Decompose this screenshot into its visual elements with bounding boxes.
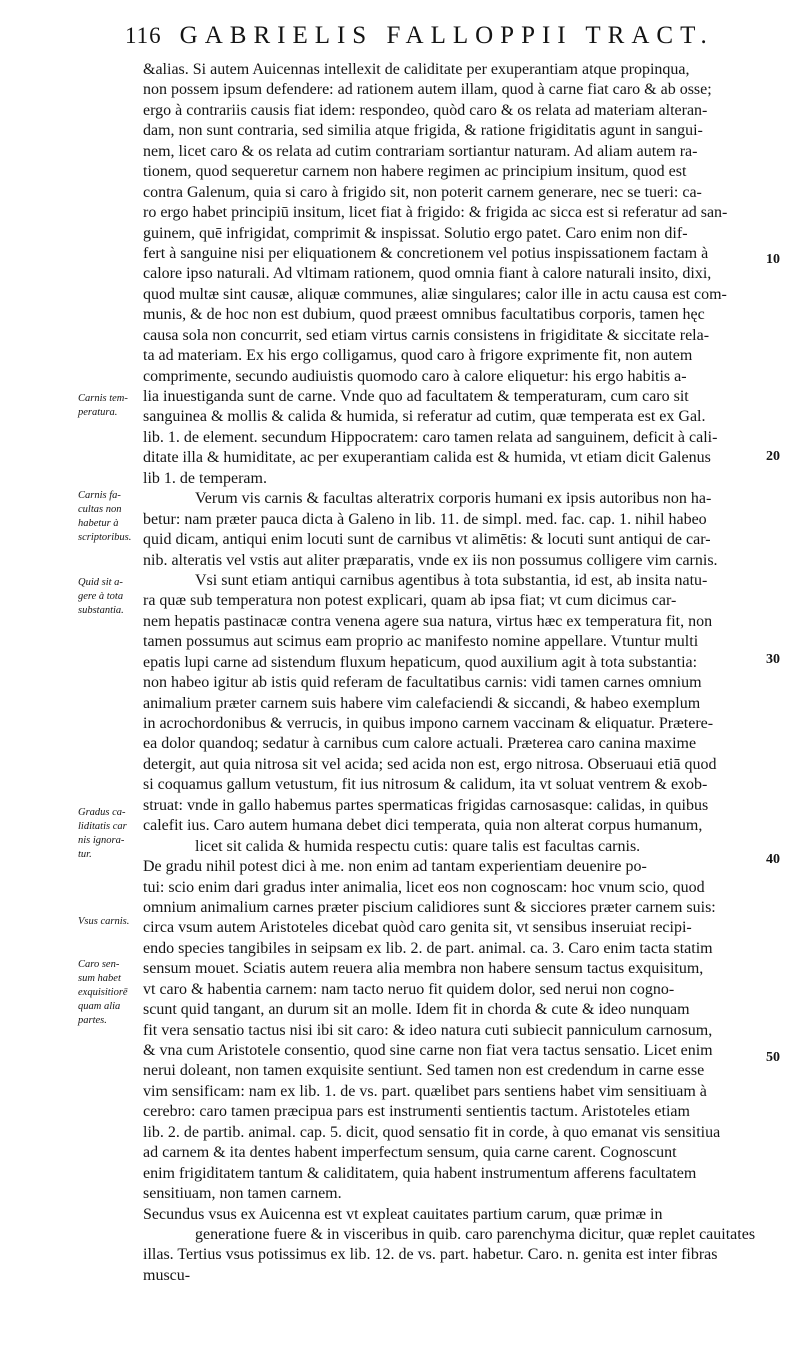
text-line: sensitiuam, non tamen carnem. <box>143 1185 342 1203</box>
text-line: muscu- <box>143 1266 191 1284</box>
text-line: nem hepatis pastinacæ contra venena agere sua natura, virtus hæc ex temperatura fit, non <box>143 612 713 630</box>
line-number: 30 <box>766 652 780 667</box>
text-line: ditate illa & humiditate, ac per exuperantiam calida est & humida, vt etiam dicit Galenus <box>143 449 711 467</box>
text-line: tui: scio enim dari gradus inter animalia, licet eos non cognoscam: hoc vnum scio, quod <box>143 878 705 896</box>
text-line: omnium animalium carnes præter piscium calidiores sunt & sicciores præter carnem suis: <box>143 898 716 916</box>
line-number: 40 <box>766 852 780 867</box>
text-line: Secundus vsus ex Auicenna est vt expleat cauitates partium carum, quæ primæ in <box>143 1205 663 1223</box>
text-line: cerebro: caro tamen præcipua pars est instrumenti sentientis tactum. Aristoteles etiam <box>143 1103 690 1121</box>
text-line: scunt quid tangant, an durum sit an molle. Idem fit in chorda & cute & ideo nunquam <box>143 1001 690 1019</box>
text-line: ta ad materiam. Ex his ergo colligamus, quod caro à frigore exprimente fit, non autem <box>143 347 693 365</box>
text-line: struat: vnde in gallo habemus partes spermaticas frigidas carnosasque: calidas, in quibus <box>143 796 709 814</box>
text-line: ea dolor quandoq; sedatur à carnibus cum calore actuali. Præterea caro canina maxime <box>143 735 697 753</box>
text-line: circa vsum autem Aristoteles dicebat quòd caro genita sit, vt sensibus inseruiat recipi- <box>143 919 692 937</box>
text-line: Vsi sunt etiam antiqui carnibus agentibus à tota substantia, id est, ab insita natu- <box>195 571 708 589</box>
text-line: dam, non sunt contraria, sed similia atque frigida, & ratione frigiditatis agunt in sangui- <box>143 122 703 140</box>
text-line: ergo à contrariis causis fiat idem: respondeo, quòd caro & os relata ad materiam alteran- <box>143 101 708 119</box>
text-line: endo species tangibiles in seipsam ex lib. 2. de part. animal. ca. 3. Caro enim tacta statim <box>143 939 713 957</box>
margin-note: Carnis tem- peratura. <box>78 393 128 418</box>
text-line: licet sit calida & humida respectu cutis: quare talis est facultas carnis. <box>195 837 641 855</box>
text-line: ro ergo habet principiū insitum, licet fiat à frigido: & frigida ac sicca est si referatur ad san- <box>143 204 728 222</box>
text-line: generatione fuere & in visceribus in quib. caro parenchyma dicitur, quæ replet cauitates <box>195 1225 756 1243</box>
text-line: lia inuestiganda sunt de carne. Vnde quo ad facultatem & temperaturam, cum caro sit <box>143 388 689 405</box>
body-text <box>143 60 758 1286</box>
text-line: in acrochordonibus & verrucis, in quibus impono carnem vaccinam & eliquatur. Prætere- <box>143 715 714 732</box>
text-line: tionem, quod sequeretur carnem non habere regimen ac principium insitum, quod est <box>143 163 687 181</box>
text-line: non possem ipsum defendere: ad rationem autem illam, quod à carne fiat caro & ab osse; <box>143 81 712 99</box>
page-header <box>125 22 714 58</box>
text-line: ad carnem & ita dentes habent imperfectum sensum, quia carne carent. Cognoscunt <box>143 1144 677 1162</box>
text-line: tamen possumus aut scimus eam proprio ac manifesto nomine appellare. Vtuntur multi <box>143 633 699 651</box>
text-line: si coquamus gallum vetustum, fit ius nitrosum & calidum, ita vt soluat ventrem & exob- <box>143 776 708 794</box>
text-line: enim frigiditatem tantum & caliditatem, quia habent instrumentum afferens facultatem <box>143 1164 697 1182</box>
text-line: contra Galenum, quia si caro à frigido sit, non poterit carnem generare, nec se tueri: ca- <box>143 183 702 201</box>
text-line: guinem, quē infrigidat, comprimit & inspissat. Solutio ergo patet. Caro enim non dif- <box>143 224 688 242</box>
line-number: 20 <box>766 449 780 464</box>
text-line: lib. 2. de partib. animal. cap. 5. dicit, quod sensatio fit in corde, à quo emanat vis sensitiua <box>143 1123 721 1141</box>
text-line: Verum vis carnis & facultas alteratrix corporis humani ex ipsis autoribus non ha- <box>195 490 712 508</box>
line-number: 10 <box>766 252 780 267</box>
text-line: causa sola non concurrit, sed etiam virtus carnis consistens in frigiditate & siccitate rela- <box>143 326 710 344</box>
page-number: 116 <box>125 23 162 48</box>
running-title: GABRIELIS FALLOPPII TRACT. <box>179 22 714 49</box>
text-line: ra quæ sub temperatura non potest explicari, quam ab ipsa fiat; vt cum dicimus car- <box>143 592 677 610</box>
text-line: quid dicam, antiqui enim locuti sunt de carnibus vt alimētis: & locuti sunt antiqui de car- <box>143 531 711 549</box>
margin-note: Caro sen- sum habet exquisitiorē quam alia partes. <box>78 959 128 1026</box>
margin-note: Quid sit a- gere à tota substantia. <box>78 577 124 616</box>
text-line: detergit, aut quia nitrosa sit vel acida; sed acida non est, ergo nitrosa. Obseruaui etiā quod <box>143 755 717 773</box>
text-line: fert à sanguine nisi per eliquationem & concretionem vel potius inspissationem factam à <box>143 244 709 262</box>
margin-note: Carnis fa- cultas non habetur à scriptoribus. <box>78 490 132 543</box>
text-line: calore ipso naturali. Ad vltimam rationem, quod omnia fiant à calore naturali insito, dixi, <box>143 265 712 283</box>
text-line: quod multæ sint causæ, aliquæ communes, aliæ singulares; calor ille in actu causa est com- <box>143 285 727 303</box>
text-line: vim sensificam: nam ex lib. 1. de vs. part. quælibet pars sentiens habet vim sensitiuam à <box>143 1082 707 1100</box>
text-line: nem, licet caro & os relata ad cutim contrariam sortiantur naturam. Ad aliam autem ra- <box>143 142 698 160</box>
text-line: illas. Tertius vsus potissimus ex lib. 12. de vs. part. habetur. Caro. n. genita est inter fibras <box>143 1246 718 1264</box>
text-line: sanguinea & mollis & calida & humida, si referatur ad cutim, quæ temperata est ex Gal. <box>143 408 706 426</box>
text-line: munis, & de hoc non est dubium, quod præest omnibus facultatibus corporis, tamen hęc <box>143 306 705 324</box>
text-line: epatis lupi carne ad sistendum fluxum hepaticum, quod auxilium agit à tota substantia: <box>143 653 698 671</box>
text-line: fit vera sensatio tactus nisi ibi sit caro: & ideo natura cuti subiecit panniculum carnosum, <box>143 1021 713 1039</box>
margin-note: Gradus ca- liditatis car nis ignora- tur. <box>78 807 127 860</box>
text-line: nerui doleant, non tamen exquisite sentiunt. Sed tamen non est credendum in carne esse <box>143 1062 705 1080</box>
text-line: lib 1. de temperam. <box>143 469 267 487</box>
text-line: &alias. Si autem Auicennas intellexit de caliditate per exuperantiam atque propinqua, <box>143 61 690 78</box>
text-line: nib. alteratis vel vstis aut aliter præparatis, vnde ex iis non possumus colligere vim carnis. <box>143 551 718 569</box>
text-line: & vna cum Aristotele consentio, quod sine carne non fiat vera tactus sensatio. Licet enim <box>143 1042 713 1059</box>
text-line: calefit ius. Caro autem humana debet dici temperata, quia non alterat corpus humanum, <box>143 817 703 835</box>
text-line: betur: nam præter pauca dicta à Galeno in lib. 11. de simpl. med. fac. cap. 1. nihil habeo <box>143 510 707 528</box>
text-line: sensum mouet. Sciatis autem reuera alia membra non habere sensum tactus exquisitum, <box>143 960 704 978</box>
text-line: lib. 1. de element. secundum Hippocratem: caro tamen relata ad sanguinem, deficit à cali- <box>143 428 718 446</box>
text-line: non habeo igitur ab istis quid referam de facultatibus carnis: vidi tamen carnes omnium <box>143 674 702 692</box>
text-line: animalium præter carnem suis habere vim calefaciendi & siccandi, & habeo exemplum <box>143 694 701 712</box>
line-number: 50 <box>766 1050 780 1065</box>
text-line: vt caro & habentia carnem: nam tacto neruo fit quidem dolor, sed nerui non cogno- <box>143 980 675 998</box>
margin-note: Vsus carnis. <box>78 916 130 927</box>
text-line: De gradu nihil potest dici à me. non enim ad tantam experientiam deuenire po- <box>143 858 647 876</box>
text-line: comprimente, secundo audiuistis quomodo caro à calore eliquetur: his ergo habitis a- <box>143 367 687 385</box>
